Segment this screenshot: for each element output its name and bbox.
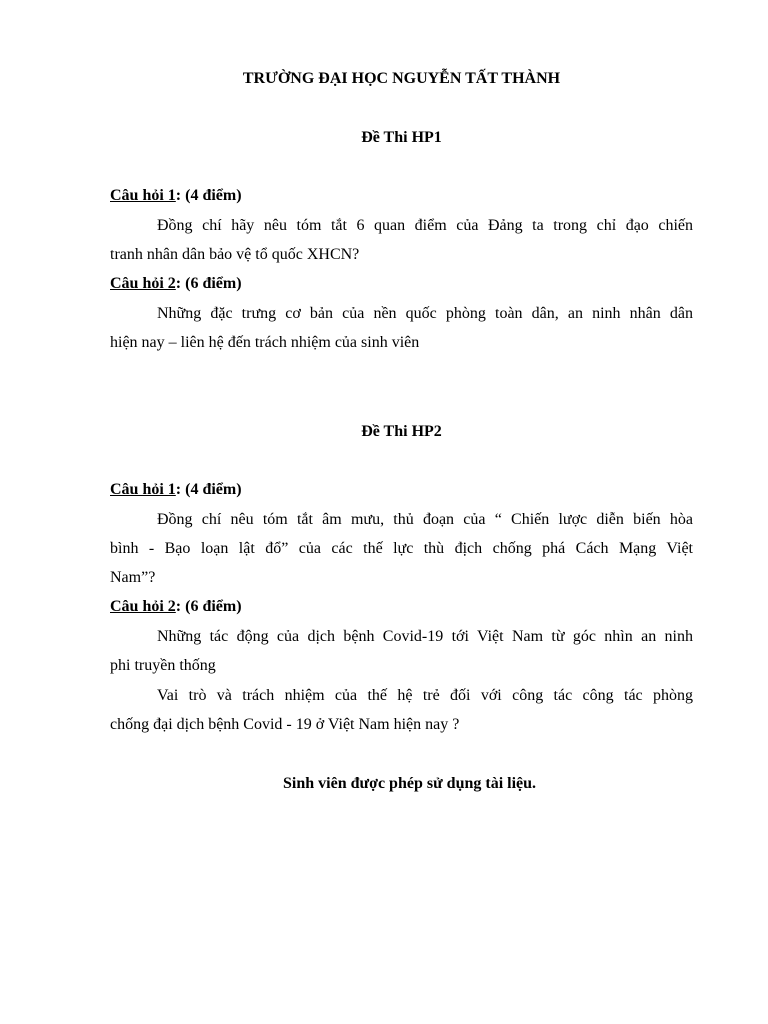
question-text-line: Những đặc trưng cơ bản của nền quốc phòng toàn dân, an ninh nhân dân (157, 305, 693, 322)
question-text-line: Đồng chí hãy nêu tóm tắt 6 quan điểm của Đảng ta trong chỉ đạo chiến (157, 217, 693, 234)
question-heading (110, 480, 693, 500)
question-points: : (6 điểm) (175, 598, 242, 615)
question-heading (110, 186, 693, 206)
question-points: : (4 điểm) (175, 187, 242, 204)
question-text-line: hiện nay – liên hệ đến trách nhiệm của sinh viên (110, 334, 420, 351)
question-text-line: Nam”? (110, 569, 156, 586)
question-text-line: tranh nhân dân bảo vệ tổ quốc XHCN? (110, 246, 360, 263)
question-text-line: Những tác động của dịch bệnh Covid-19 tới Việt Nam từ góc nhìn an ninh (157, 628, 693, 645)
question-text-line: chống đại dịch bệnh Covid - 19 ở Việt Nam hiện nay ? (110, 716, 460, 733)
question-text-line: bình - Bạo loạn lật đổ” của các thế lực thù địch chống phá Cách Mạng Việt (110, 540, 693, 557)
school-name: TRƯỜNG ĐẠI HỌC NGUYỄN TẤT THÀNH (242, 70, 561, 87)
question-label: Câu hỏi 1 (110, 481, 176, 498)
question-points: : (4 điểm) (175, 481, 242, 498)
question-label: Câu hỏi 1 (110, 187, 176, 204)
question-label: Câu hỏi 2 (110, 598, 176, 615)
question-text-line: Đồng chí nêu tóm tắt âm mưu, thủ đoạn của “ Chiến lược diễn biến hòa (157, 511, 693, 528)
exam-title-hp1: Đề Thi HP1 (361, 129, 442, 146)
question-heading (110, 597, 693, 617)
question-label: Câu hỏi 2 (110, 275, 176, 292)
question-text-line: phi truyền thống (110, 657, 216, 674)
question-points: : (6 điểm) (175, 275, 242, 292)
exam-title-hp2: Đề Thi HP2 (361, 423, 442, 440)
question-text-line: Vai trò và trách nhiệm của thế hệ trẻ đối với công tác công tác phòng (157, 687, 693, 704)
question-heading (110, 274, 693, 294)
footer-note: Sinh viên được phép sử dụng tài liệu. (283, 775, 537, 792)
